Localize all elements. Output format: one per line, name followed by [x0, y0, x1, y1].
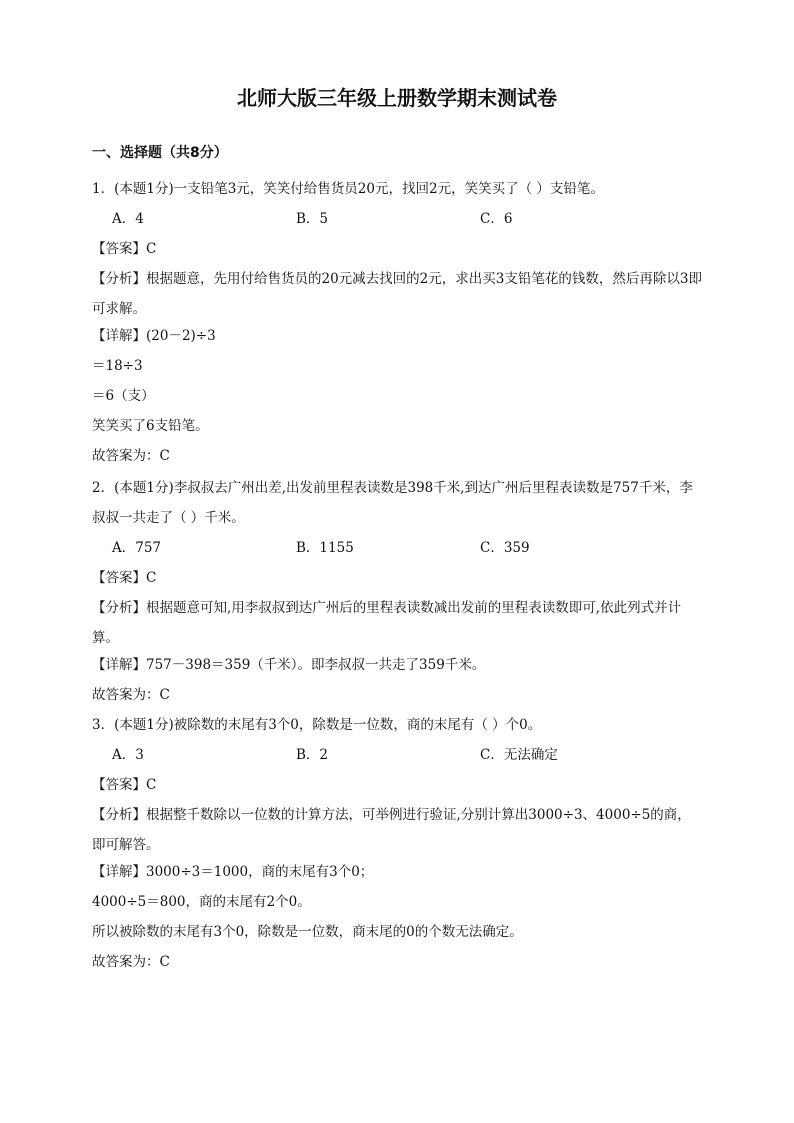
answer: 【答案】C	[92, 570, 157, 586]
options-row	[92, 537, 702, 559]
detail-line: 所以被除数的末尾有3个0，除数是一位数，商末尾的0的个数无法确定。	[92, 924, 523, 940]
detail-line: 【详解】757－398＝359（千米）。即李叔叔一共走了359千米。	[92, 657, 486, 673]
final-answer: 故答案为：C	[92, 954, 170, 970]
option-b: B．5	[296, 211, 329, 227]
options-row	[92, 208, 702, 230]
detail-line: 笑笑买了6支铅笔。	[92, 418, 209, 434]
question-3	[92, 714, 702, 973]
option-b: B．2	[296, 747, 329, 763]
option-a: A．4	[112, 211, 144, 227]
detail-line: ＝18÷3	[92, 358, 143, 374]
page-title: 北师大版三年级上册数学期末测试卷	[237, 86, 557, 110]
option-c: C．无法确定	[480, 747, 558, 763]
detail-line: ＝6（支）	[92, 388, 155, 404]
analysis: 【分析】根据题意可知,用李叔叔到达广州后的里程表读数减出发前的里程表读数即可,依此列式并计算。	[92, 600, 682, 646]
detail-line: 【详解】3000÷3＝1000，商的末尾有3个0；	[92, 864, 374, 880]
answer: 【答案】C	[92, 241, 157, 257]
options-row	[92, 744, 702, 766]
question-stem: 2．(本题1分)李叔叔去广州出差,出发前里程表读数是398千米,到达广州后里程表读数是757千米，李叔叔一共走了（ ）千米。	[92, 480, 693, 526]
option-a: A．757	[112, 540, 162, 556]
question-2	[92, 473, 702, 706]
option-a: A．3	[112, 747, 144, 763]
analysis: 【分析】根据题意，先用付给售货员的20元减去找回的2元，求出买3支铅笔花的钱数，然后再除以3即可求解。	[92, 271, 702, 317]
analysis: 【分析】根据整千数除以一位数的计算方法，可举例进行验证,分别计算出3000÷3、4000÷5的商，即可解答。	[92, 807, 691, 853]
question-stem: 1．(本题1分)一支铅笔3元，笑笑付给售货员20元，找回2元，笑笑买了（ ）支铅笔。	[92, 181, 604, 197]
option-c: C．6	[480, 211, 513, 227]
final-answer: 故答案为：C	[92, 687, 170, 703]
answer: 【答案】C	[92, 777, 157, 793]
section-heading: 一、选择题（共8分）	[92, 145, 228, 161]
final-answer: 故答案为：C	[92, 448, 170, 464]
question-1	[92, 178, 702, 467]
option-c: C．359	[480, 540, 530, 556]
option-b: B．1155	[296, 540, 354, 556]
detail-line: 4000÷5＝800，商的末尾有2个0。	[92, 894, 311, 910]
question-stem: 3．(本题1分)被除数的末尾有3个0，除数是一位数，商的末尾有（ ）个0。	[92, 717, 542, 733]
detail-line: 【详解】(20－2)÷3	[92, 328, 216, 344]
